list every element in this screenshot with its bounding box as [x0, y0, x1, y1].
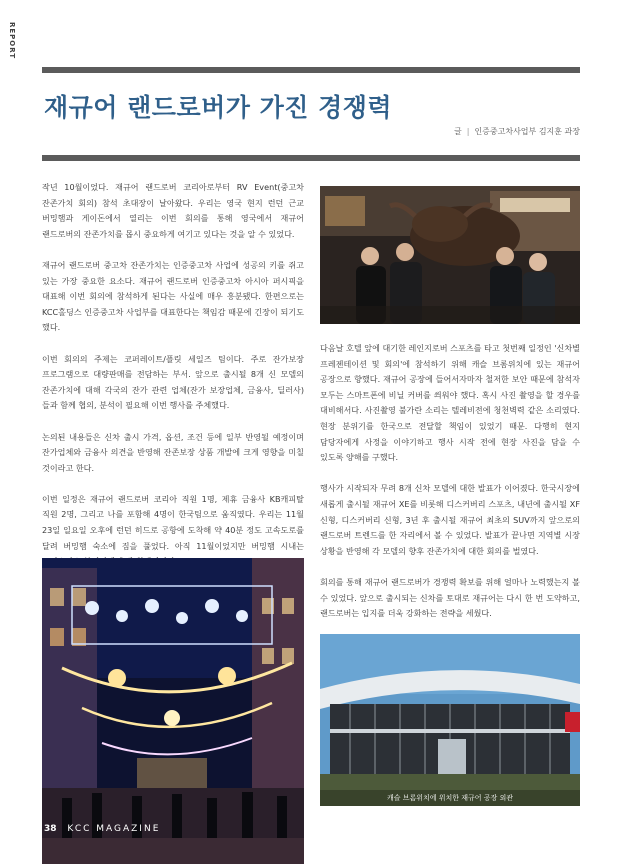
- paragraph: 회의를 통해 재규어 랜드로버가 경쟁력 확보를 위해 얼마나 노력했는지 볼 수 있었다. 앞으로 출시되는 신차를 토대로 재규어는 다시 한 번 도약하고, 랜드로버는 입지를 더욱 강화하는 전략을 세웠다.: [320, 576, 580, 619]
- magazine-name: KCC MAGAZINE: [67, 824, 161, 834]
- paragraph: 행사가 시작되자 무려 8개 신차 모델에 대한 발표가 이어졌다. 한국시장에 새롭게 출시될 재규어 XE를 비롯해 디스커버리 스포츠, 내년에 출시될 XF 신형, 디스커버리 신형, 3년 후 출시될 재규어 최초의 SUV까지 앞으로의 랜드로버 트렌드를 한 자리에서 볼 수 있었다. 발표가 끝나면 지역별 시장 상황을 반영해 각 모델의 향후 잔존가치에 대한 회의를 벌였다.: [320, 483, 580, 556]
- paragraph: 논의된 내용들은 신차 출시 가격, 옵션, 조건 등에 일부 반영될 예정이며 잔가업체와 금융사 의견을 반영해 잔존보장 상품 개발에 크게 영향을 미칠 것이라고 한다.: [42, 431, 304, 473]
- paragraph: 이번 회의의 주제는 코퍼레이트/플릿 세일즈 팀이다. 주로 잔가보장 프로그램으로 대량판매를 전담하는 부서. 앞으로 출시될 8개 신 모델의 잔존가치에 대해 각국의 잔가 관련 업체(잔가 보장업체, 금융사, 딜러사)들과 함께 협의, 분석이 필요해 이번 행사를 주체했다.: [42, 353, 304, 411]
- article-title: 재규어 랜드로버가 가진 경쟁력: [44, 93, 393, 122]
- right-column: [320, 341, 580, 637]
- section-tab: [6, 22, 18, 72]
- paragraph: 작년 10월이었다. 재규어 랜드로버 코리아로부터 RV Event(중고차 잔존가치 회의) 참석 초대장이 날아왔다. 우리는 영국 현지 런던 근교 버밍햄과 게이돈에서 열리는 이번 회의를 통해 영국에서 재규어 랜드로버의 잔존가치를 몹시 중요하게 여기고 있다는 것을 알 수 있었다.: [42, 182, 304, 239]
- photo-christmas-street: [42, 558, 304, 864]
- header-rule-bottom: [42, 155, 580, 161]
- photo-jaguar-factory: [320, 634, 580, 806]
- page-number: 38: [44, 824, 57, 834]
- paragraph: 다음날 호텔 앞에 대기한 레인지로버 스포츠를 타고 첫번째 일정인 '신차별 프레젠테이션 및 회의'에 참석하기 위해 캐슬 브롬위치에 있는 재규어 공장으로 향했다. 재규어 공장에 들어서자마자 철저한 보안 때문에 참석자 모두는 스마트폰에 비닐 커버를 씌워야 했다. 혹시 사진 촬영을 할 경우를 대비해서다. 사진촬영 불가란 소리는 텔레비전에 청천벽력 같은 소리였다. 현장 분위기를 한국으로 전달할 책임이 있었기 때문. 다행히 현지 담당자에게 사정을 이야기하고 행사 시작 전에 현장 사진을 담을 수 있도록 양해를 구했다.: [320, 343, 580, 463]
- section-tab-label: REPORT: [8, 22, 16, 60]
- byline-prefix: 글: [454, 127, 462, 136]
- byline-department: 인증중고차사업부: [474, 127, 537, 136]
- byline: [454, 126, 580, 137]
- header-rule-top: [42, 67, 580, 73]
- byline-author: 김지훈 과장: [538, 127, 580, 136]
- paragraph: 이번 일정은 재규어 랜드로버 코리아 직원 1명, 제휴 금융사 KB캐피탈 직원 2명, 그리고 나를 포함해 4명이 한국팀으로 움직였다. 우리는 11월 23일 일요일 오후에 런던 히드로 공항에 도착해 약 40분 정도 고속도로를 달려 버밍햄 숙소에 짐을 풀었다. 아직 11월이었지만 버밍햄 시내는: [42, 493, 304, 551]
- page-footer: [44, 824, 160, 834]
- paragraph: 재규어 랜드로버 중고차 잔존가치는 인증중고차 사업에 성공의 키를 쥐고 있는 가장 중요한 요소다. 재규어 랜드로버 인증중고차 아시아 퍼시픽을 대표해 이번 회의에 참석하게 된다는 사실에 매우 흥분됐다. 한편으로는 KCC홀딩스 인증중고차 사업부를 대표한다는 책임감 때문에 긴장이 되기도 했다.: [42, 259, 304, 333]
- left-column: [42, 180, 304, 585]
- byline-separator: |: [466, 127, 470, 136]
- photo-group-bull-statue: [320, 186, 580, 324]
- photo-caption: 캐슬 브롬위치에 위치한 재규어 공장 외관: [320, 790, 580, 806]
